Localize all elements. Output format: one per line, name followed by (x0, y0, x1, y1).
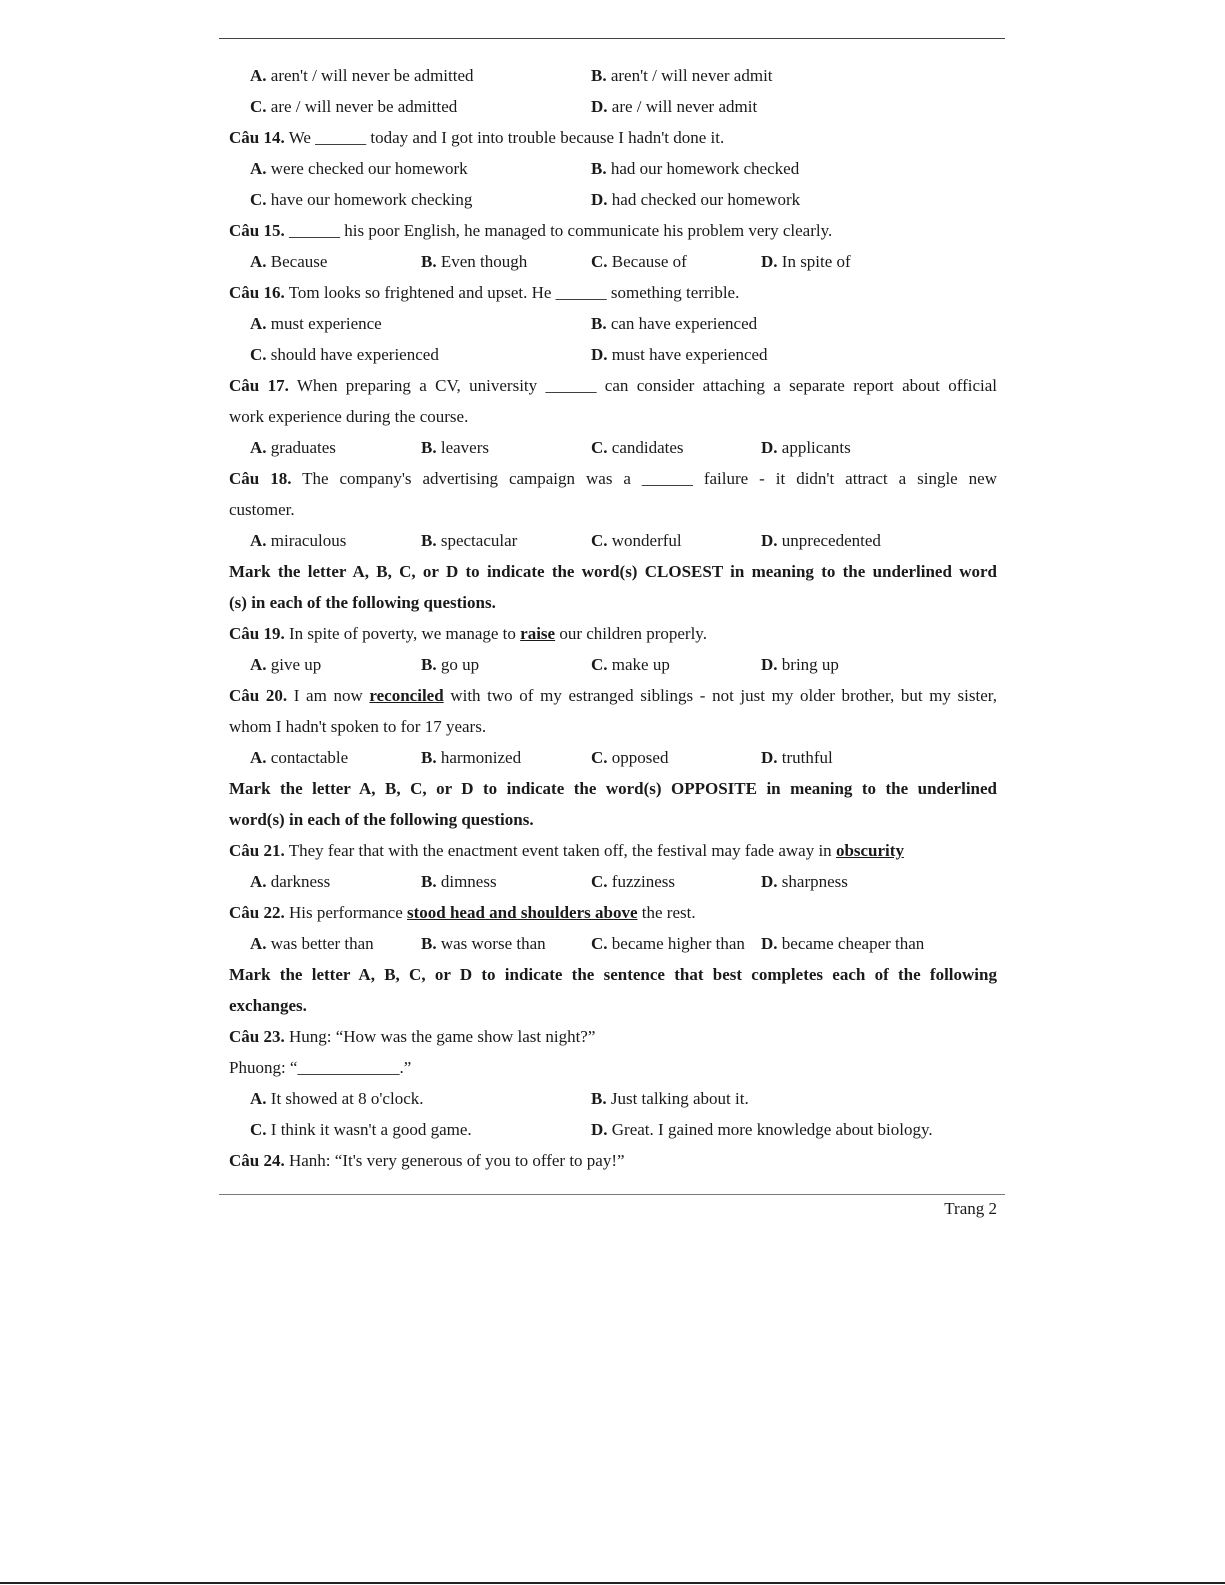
q14-stem: Câu 14. We ______ today and I got into trouble because I hadn't done it. (229, 128, 725, 147)
q21-stem: Câu 21. They fear that with the enactment event taken off, the festival may fade away in obscurity (229, 841, 904, 860)
q24-stem: Câu 24. Hanh: “It's very generous of you to offer to pay!” (229, 1151, 625, 1170)
q20-options (229, 742, 997, 773)
q13-option-d: D. are / will never admit (591, 97, 758, 116)
footer-rule (219, 1194, 1005, 1195)
q14-option-d: D. had checked our homework (591, 190, 801, 209)
instruction-opposite-line-1: Mark the letter A, B, C, or D to indicate the word(s) OPPOSITE in meaning to the underlined (229, 779, 997, 798)
q19-option-a: A. give up (250, 655, 322, 674)
q17-stem-continued: work experience during the course. (229, 407, 469, 426)
q19-option-b: B. go up (421, 655, 480, 674)
q17-option-b: B. leavers (421, 438, 489, 457)
q17-options (229, 432, 997, 463)
q17-stem: Câu 17. When preparing a CV, university ______ can consider attaching a separate report about official (229, 376, 997, 395)
q15-option-b: B. Even though (421, 252, 528, 271)
page-number: Trang 2 (944, 1199, 997, 1218)
q20-stem: Câu 20. I am now reconciled with two of my estranged siblings - not just my older brother, but my sister, (229, 686, 997, 705)
q20-option-c: C. opposed (591, 748, 669, 767)
q19-options (229, 649, 997, 680)
q15-options (229, 246, 997, 277)
q13-option-c: C. are / will never be admitted (250, 97, 458, 116)
q14-options-row-2 (229, 184, 997, 215)
instruction-exchange-line-1: Mark the letter A, B, C, or D to indicate the sentence that best completes each of the following (229, 965, 997, 984)
q19-stem: Câu 19. In spite of poverty, we manage to raise our children properly. (229, 624, 707, 643)
q22-stem: Câu 22. His performance stood head and shoulders above the rest. (229, 903, 696, 922)
q18-stem-continued: customer. (229, 500, 295, 519)
exam-page-content (229, 60, 997, 1176)
q14-option-c: C. have our homework checking (250, 190, 473, 209)
q16-options-row-2 (229, 339, 997, 370)
q13-options-row-2 (229, 91, 997, 122)
q23-option-b: B. Just talking about it. (591, 1089, 749, 1108)
instruction-closest-line-1: Mark the letter A, B, C, or D to indicate the word(s) CLOSEST in meaning to the underlined word (229, 562, 997, 581)
q22-option-c: C. became higher than (591, 934, 745, 953)
q21-option-c: C. fuzziness (591, 872, 676, 891)
q21-option-b: B. dimness (421, 872, 497, 891)
q19-option-c: C. make up (591, 655, 670, 674)
q16-option-d: D. must have experienced (591, 345, 768, 364)
q22-option-d: D. became cheaper than (761, 934, 925, 953)
q20-underlined-word: reconciled (369, 686, 444, 705)
q18-option-a: A. miraculous (250, 531, 347, 550)
q17-option-c: C. candidates (591, 438, 684, 457)
q23-option-c: C. I think it wasn't a good game. (250, 1120, 472, 1139)
instruction-opposite-line-2: word(s) in each of the following questions. (229, 810, 534, 829)
q22-options (229, 928, 997, 959)
q21-options (229, 866, 997, 897)
q20-option-a: A. contactable (250, 748, 349, 767)
q17-option-d: D. applicants (761, 438, 851, 457)
q23-stem-continued: Phuong: “____________.” (229, 1058, 412, 1077)
q13-option-b: B. aren't / will never admit (591, 66, 773, 85)
q16-option-b: B. can have experienced (591, 314, 758, 333)
q14-options-row-1 (229, 153, 997, 184)
instruction-closest-line-2: (s) in each of the following questions. (229, 593, 496, 612)
q23-stem: Câu 23. Hung: “How was the game show last night?” (229, 1027, 596, 1046)
q20-option-b: B. harmonized (421, 748, 522, 767)
q20-option-d: D. truthful (761, 748, 833, 767)
q16-options-row-1 (229, 308, 997, 339)
q21-option-d: D. sharpness (761, 872, 848, 891)
q15-stem: Câu 15. ______ his poor English, he managed to communicate his problem very clearly. (229, 221, 833, 240)
instruction-exchange-line-2: exchanges. (229, 996, 307, 1015)
q22-underlined-phrase: stood head and shoulders above (407, 903, 638, 922)
q18-stem: Câu 18. The company's advertising campaign was a ______ failure - it didn't attract a single new (229, 469, 997, 488)
q15-option-c: C. Because of (591, 252, 687, 271)
q18-options (229, 525, 997, 556)
q13-options-row-1 (229, 60, 997, 91)
q16-option-c: C. should have experienced (250, 345, 439, 364)
q16-option-a: A. must experience (250, 314, 382, 333)
q17-option-a: A. graduates (250, 438, 336, 457)
q13-option-a: A. aren't / will never be admitted (250, 66, 474, 85)
q18-option-b: B. spectacular (421, 531, 518, 550)
q18-option-c: C. wonderful (591, 531, 682, 550)
q21-option-a: A. darkness (250, 872, 331, 891)
header-rule (219, 38, 1005, 39)
q19-underlined-word: raise (520, 624, 556, 643)
q19-option-d: D. bring up (761, 655, 839, 674)
q22-option-a: A. was better than (250, 934, 374, 953)
q23-options-row-2 (229, 1114, 997, 1145)
q23-options-row-1 (229, 1083, 997, 1114)
q22-option-b: B. was worse than (421, 934, 546, 953)
q23-option-a: A. It showed at 8 o'clock. (250, 1089, 424, 1108)
q15-option-d: D. In spite of (761, 252, 851, 271)
q14-option-b: B. had our homework checked (591, 159, 800, 178)
page-bottom-border (0, 1582, 1225, 1584)
q16-stem: Câu 16. Tom looks so frightened and upset. He ______ something terrible. (229, 283, 740, 302)
q20-stem-continued: whom I hadn't spoken to for 17 years. (229, 717, 487, 736)
q23-option-d: D. Great. I gained more knowledge about biology. (591, 1120, 933, 1139)
q15-option-a: A. Because (250, 252, 328, 271)
q14-option-a: A. were checked our homework (250, 159, 468, 178)
q21-underlined-word: obscurity (835, 841, 904, 860)
q18-option-d: D. unprecedented (761, 531, 881, 550)
